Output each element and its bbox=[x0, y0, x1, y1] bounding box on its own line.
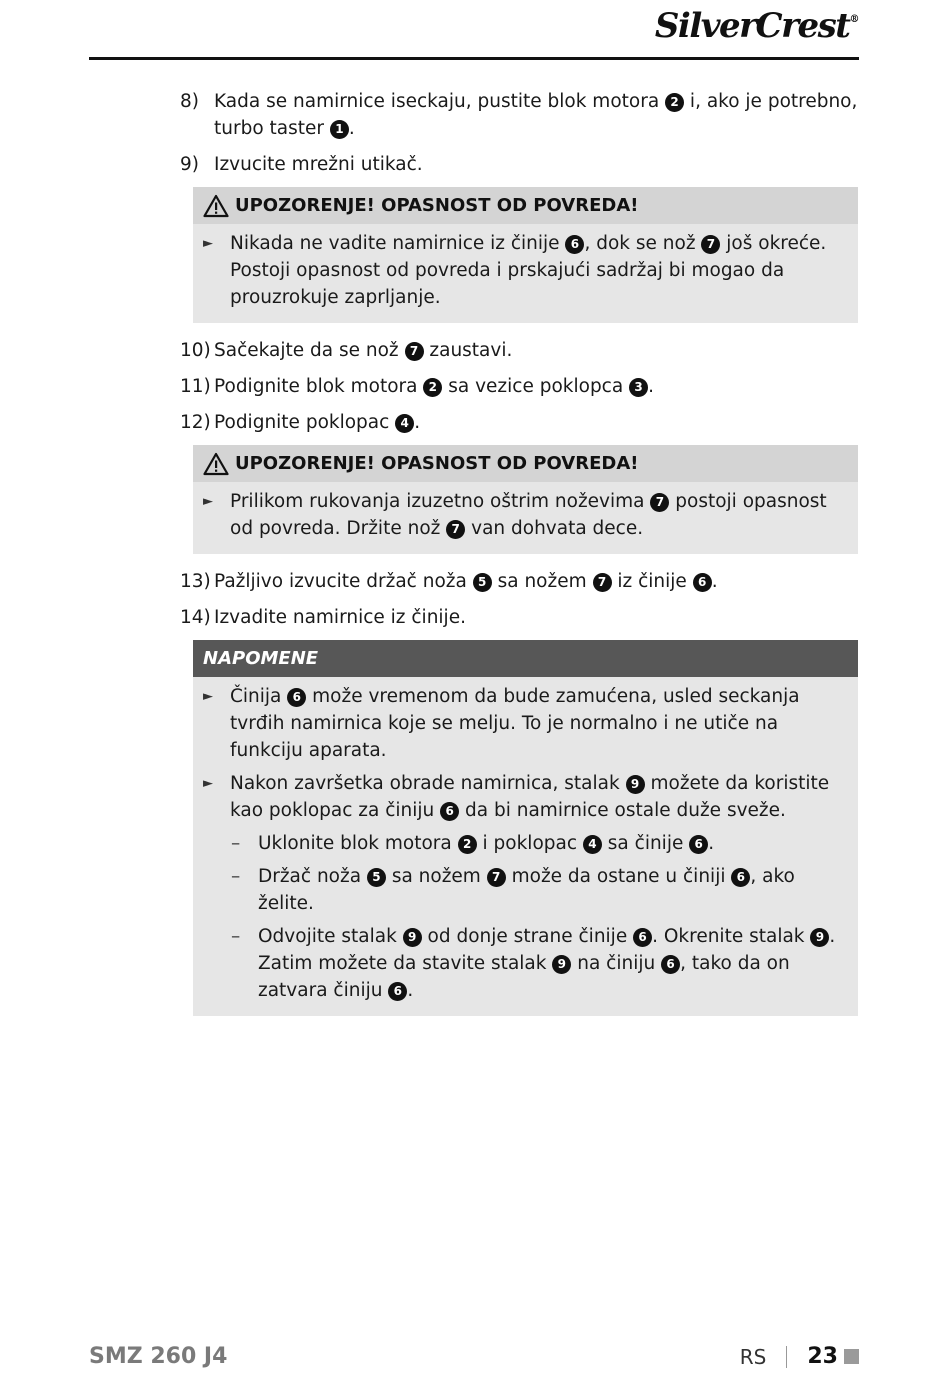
bullet-item bbox=[203, 230, 848, 311]
dash-text bbox=[258, 923, 848, 1004]
text-run: Pažljivo izvucite držač noža bbox=[214, 571, 473, 592]
text-run: može vremenom da bude zamućena, usled seckanja tvrđih namirnica koje se melju. To je normalno i ne utiče na funkciju aparata. bbox=[230, 686, 800, 761]
dash-item bbox=[203, 830, 848, 857]
part-number-badge: 6 bbox=[689, 835, 708, 854]
warning-header-1 bbox=[193, 187, 858, 224]
text-run: možete da koristite kao poklopac za činiju bbox=[230, 773, 830, 821]
part-number-badge: 5 bbox=[367, 868, 386, 887]
part-number-badge: 4 bbox=[583, 835, 602, 854]
part-number-badge: 6 bbox=[661, 955, 680, 974]
part-number-badge: 6 bbox=[565, 235, 584, 254]
warning-header-2 bbox=[193, 445, 858, 482]
text-run: . bbox=[414, 412, 421, 433]
instruction-step bbox=[180, 409, 858, 436]
text-run: . bbox=[708, 833, 715, 854]
arrow-bullet-icon: ► bbox=[203, 689, 213, 704]
bullet-text bbox=[230, 488, 848, 542]
part-number-badge: 6 bbox=[693, 573, 712, 592]
dash-text bbox=[258, 830, 848, 857]
text-run: Prilikom rukovanja izuzetno oštrim noževima bbox=[230, 491, 651, 512]
dash-bullet: – bbox=[231, 833, 241, 854]
instruction-step bbox=[180, 604, 858, 631]
text-run: postoji opasnost od povreda. Držite nož bbox=[230, 491, 827, 539]
text-run: Nikada ne vadite namirnice iz činije bbox=[230, 233, 566, 254]
text-run: Odvojite stalak bbox=[258, 926, 403, 947]
text-run: Podignite poklopac bbox=[214, 412, 396, 433]
instruction-step bbox=[180, 151, 858, 178]
text-run: Podignite blok motora bbox=[214, 376, 424, 397]
part-number-badge: 9 bbox=[552, 955, 571, 974]
text-run: . bbox=[348, 118, 355, 139]
dash-bullet: – bbox=[231, 926, 241, 947]
steps-group-a bbox=[180, 88, 858, 178]
warning-body-2 bbox=[193, 482, 858, 554]
text-run: Nakon završetka obrade namirnica, stalak bbox=[230, 773, 626, 794]
arrow-bullet-icon: ► bbox=[203, 776, 213, 791]
brand-logo: SilverCrest® bbox=[654, 6, 858, 46]
part-number-badge: 6 bbox=[440, 802, 459, 821]
text-run: da bi namirnice ostale duže sveže. bbox=[459, 800, 786, 821]
main-content bbox=[180, 88, 858, 1030]
part-number-badge: 6 bbox=[287, 688, 306, 707]
steps-group-b bbox=[180, 337, 858, 436]
step-number: 11) bbox=[180, 376, 211, 397]
instruction-step bbox=[180, 568, 858, 595]
text-run: Držač noža bbox=[258, 866, 367, 887]
text-run: i, ako je potrebno, turbo taster bbox=[214, 91, 858, 139]
text-run: Činija bbox=[230, 686, 288, 707]
part-number-badge: 2 bbox=[423, 378, 442, 397]
text-run: sa činije bbox=[601, 833, 690, 854]
part-number-badge: 7 bbox=[593, 573, 612, 592]
note-title: NAPOMENE bbox=[203, 648, 319, 669]
note-box bbox=[193, 640, 858, 1016]
arrow-bullet-icon: ► bbox=[203, 236, 213, 251]
text-run: sa nožem bbox=[385, 866, 487, 887]
warning-body-1 bbox=[193, 224, 858, 323]
note-body bbox=[193, 677, 858, 1016]
part-number-badge: 7 bbox=[650, 493, 669, 512]
part-number-badge: 5 bbox=[473, 573, 492, 592]
dash-item bbox=[203, 923, 848, 1004]
text-run: sa vezice poklopca bbox=[442, 376, 630, 397]
warning-box-2 bbox=[193, 445, 858, 554]
text-run: Izvucite mrežni utikač. bbox=[214, 154, 423, 175]
step-number: 9) bbox=[180, 154, 199, 175]
text-run: i poklopac bbox=[476, 833, 583, 854]
part-number-badge: 1 bbox=[330, 120, 349, 139]
text-run: van dohvata dece. bbox=[465, 518, 644, 539]
part-number-badge: 6 bbox=[731, 868, 750, 887]
bullet-text bbox=[230, 683, 848, 764]
note-header bbox=[193, 640, 858, 677]
text-run: Izvadite namirnice iz činije. bbox=[214, 607, 466, 628]
step-text bbox=[214, 409, 858, 436]
warning-title-1: UPOZORENJE! OPASNOST OD POVREDA! bbox=[235, 195, 639, 216]
page-number: 23 bbox=[807, 1344, 838, 1369]
text-run: Uklonite blok motora bbox=[258, 833, 458, 854]
footer-language: RS bbox=[739, 1344, 767, 1369]
warning-triangle-icon bbox=[203, 194, 229, 218]
step-text bbox=[214, 373, 858, 400]
part-number-badge: 7 bbox=[405, 342, 424, 361]
footer-model: SMZ 260 J4 bbox=[89, 1344, 228, 1369]
warning-box-1 bbox=[193, 187, 858, 323]
footer-divider bbox=[786, 1346, 787, 1368]
bullet-item bbox=[203, 770, 848, 824]
dash-item bbox=[203, 863, 848, 917]
step-text bbox=[214, 337, 858, 364]
step-text bbox=[214, 568, 858, 595]
part-number-badge: 3 bbox=[629, 378, 648, 397]
text-run: . bbox=[407, 980, 414, 1001]
arrow-bullet-icon: ► bbox=[203, 494, 213, 509]
step-number: 8) bbox=[180, 91, 199, 112]
text-run: još okreće. Postoji opasnost od povreda i prskajući sadržaj bi mogao da prouzrokuje zaprljanje. bbox=[230, 233, 827, 308]
part-number-badge: 7 bbox=[487, 868, 506, 887]
text-run: sa nožem bbox=[491, 571, 593, 592]
text-run: . bbox=[711, 571, 718, 592]
text-run: Sačekajte da se nož bbox=[214, 340, 405, 361]
bullet-item bbox=[203, 488, 848, 542]
text-run: iz činije bbox=[611, 571, 693, 592]
text-run: , ako želite. bbox=[258, 866, 795, 914]
part-number-badge: 2 bbox=[458, 835, 477, 854]
dash-text bbox=[258, 863, 848, 917]
warning-triangle-icon bbox=[203, 452, 229, 476]
text-run: od donje strane činije bbox=[421, 926, 634, 947]
bullet-text bbox=[230, 770, 848, 824]
step-text bbox=[214, 151, 858, 178]
part-number-badge: 6 bbox=[633, 928, 652, 947]
step-text bbox=[214, 88, 858, 142]
text-run: na činiju bbox=[571, 953, 662, 974]
text-run: zaustavi. bbox=[423, 340, 513, 361]
footer-page-info bbox=[740, 1344, 859, 1369]
text-run: može da ostane u činiji bbox=[505, 866, 732, 887]
warning-title-2: UPOZORENJE! OPASNOST OD POVREDA! bbox=[235, 453, 639, 474]
part-number-badge: 2 bbox=[665, 93, 684, 112]
text-run: . bbox=[648, 376, 654, 397]
part-number-badge: 9 bbox=[810, 928, 829, 947]
instruction-step bbox=[180, 337, 858, 364]
part-number-badge: 9 bbox=[403, 928, 422, 947]
part-number-badge: 4 bbox=[395, 414, 414, 433]
header-rule bbox=[89, 57, 859, 60]
step-number: 10) bbox=[180, 340, 211, 361]
text-run: Kada se namirnice iseckaju, pustite blok motora bbox=[214, 91, 666, 112]
text-run: , dok se nož bbox=[584, 233, 702, 254]
bullet-item bbox=[203, 683, 848, 764]
part-number-badge: 7 bbox=[446, 520, 465, 539]
step-number: 13) bbox=[180, 571, 211, 592]
steps-group-c bbox=[180, 568, 858, 631]
text-run: . Okrenite stalak bbox=[652, 926, 811, 947]
part-number-badge: 6 bbox=[388, 982, 407, 1001]
step-number: 12) bbox=[180, 412, 211, 433]
text-run: , tako da on zatvara činiju bbox=[258, 953, 790, 1001]
step-text bbox=[214, 604, 858, 631]
instruction-step bbox=[180, 373, 858, 400]
instruction-step bbox=[180, 88, 858, 142]
page-square-icon bbox=[844, 1349, 859, 1364]
step-number: 14) bbox=[180, 607, 211, 628]
part-number-badge: 7 bbox=[701, 235, 720, 254]
text-run: . Zatim možete da stavite stalak bbox=[258, 926, 836, 974]
dash-bullet: – bbox=[231, 866, 241, 887]
part-number-badge: 9 bbox=[626, 775, 645, 794]
bullet-text bbox=[230, 230, 848, 311]
